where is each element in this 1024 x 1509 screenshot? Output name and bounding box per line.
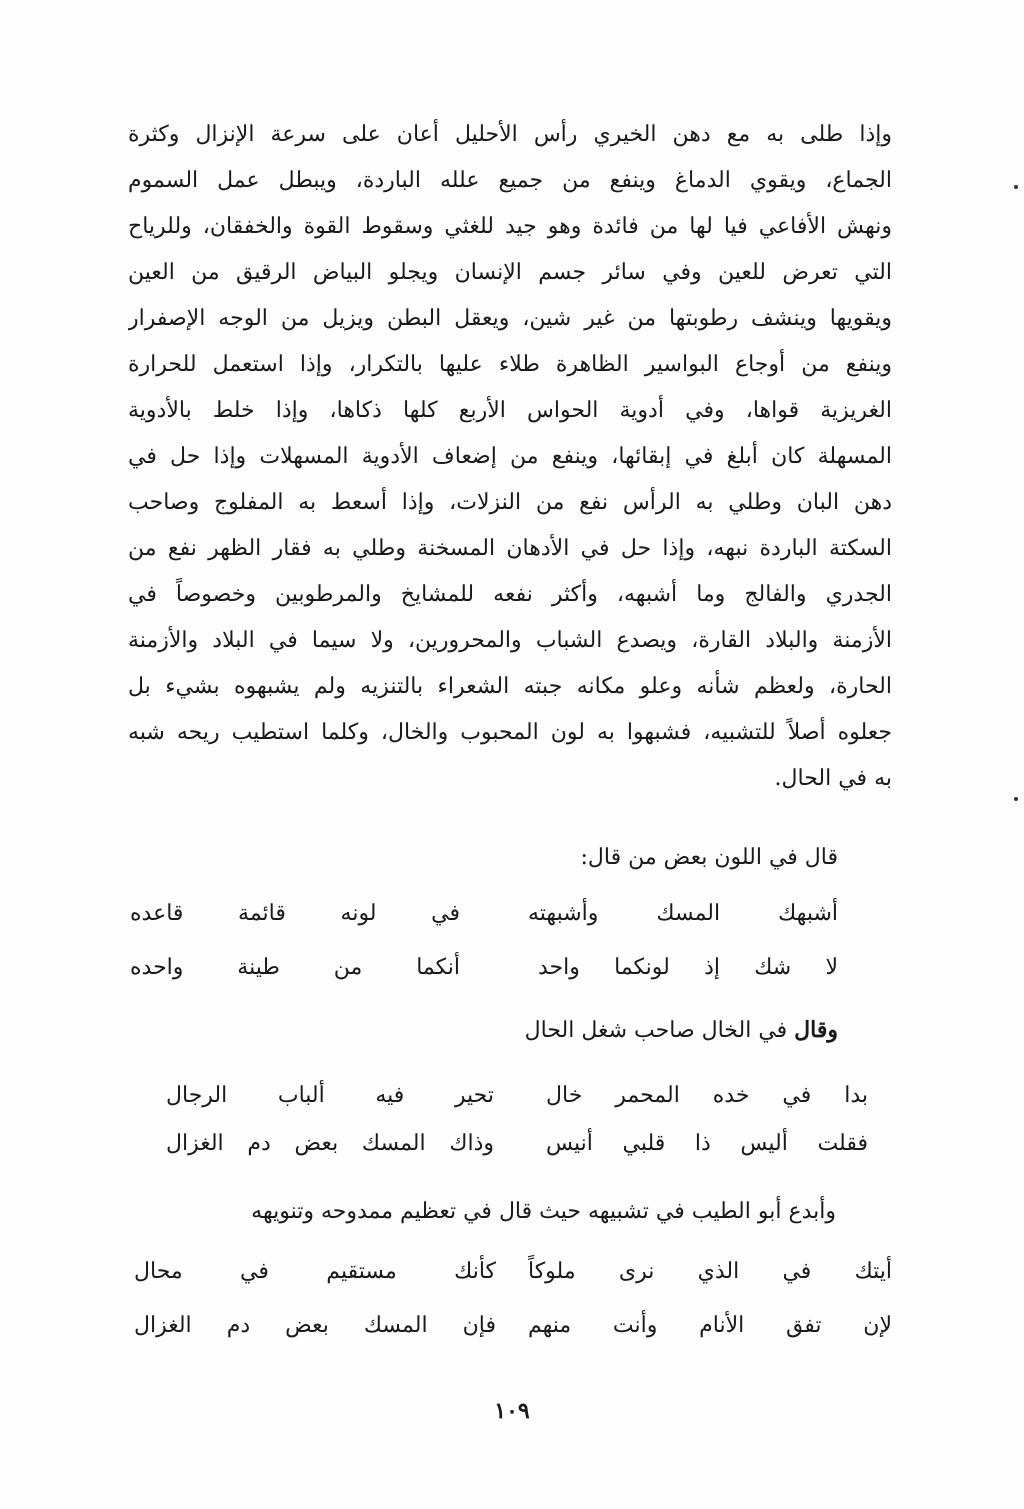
verse-first-hemistich: لإن تفق الأنام وأنت منهم: [528, 1313, 892, 1338]
paragraph-line: الغريزية قواها، وفي أدوية الحواس الأربع كلها ذكاها، وإذا خلط بالأدوية: [128, 398, 892, 423]
paragraph-line: به في الحال.: [774, 766, 892, 791]
verse-first-hemistich: فقلت أليس ذا قلبي أنيس: [546, 1131, 868, 1156]
page-number: ١٠٩: [494, 1398, 530, 1424]
poem-intro: [525, 1010, 838, 1050]
paragraph-line: ونهش الأفاعي فيا لها من فائدة وهو جيد للغثي وسقوط القوة والخفقان، وللرياح: [128, 214, 892, 239]
verse-first-hemistich: بدا في خده المحمر خال: [546, 1083, 868, 1108]
main-paragraph: [128, 112, 892, 802]
paragraph-line: الجدري والفالج وما أشبهه، وأكثر نفعه للمشايخ والمرطوبين وخصوصاً في: [128, 582, 892, 607]
verse-second-hemistich: في لونه قائمة قاعده: [130, 901, 460, 926]
paragraph-line: الحارة، ولعظم شأنه وعلو مكانه جبته الشعراء بالتنزيه ولم يشبهوه بشيء بل: [128, 674, 892, 699]
paragraph-line: الجماع، ويقوي الدماغ وينفع من جميع علله الباردة، ويبطل عمل السموم: [128, 168, 892, 193]
verse-second-hemistich: وذاك المسك بعض دم الغزال: [166, 1131, 494, 1156]
poem-intro-lead: وقال: [794, 1017, 838, 1043]
margin-speck: [1014, 797, 1018, 801]
verse-second-hemistich: فإن المسك بعض دم الغزال: [134, 1313, 496, 1338]
paragraph-line: التي تعرض للعين وفي سائر جسم الإنسان ويجلو البياض الرقيق من العين: [128, 260, 892, 285]
verse-first-hemistich: أشبهك المسك وأشبهته: [528, 901, 838, 926]
poem-intro: وأبدع أبو الطيب في تشبيهه حيث قال في تعظيم ممدوحه وتنويهه: [251, 1199, 836, 1224]
paragraph-line: وينفع من أوجاع البواسير الظاهرة طلاء عليها بالتكرار، وإذا استعمل للحرارة: [128, 352, 892, 377]
paragraph-line: وإذا طلى به مع دهن الخيري رأس الأحليل أعان على سرعة الإنزال وكثرة: [128, 122, 892, 147]
paragraph-line: المسهلة كان أبلغ في إبقائها، وينفع من إضعاف الأدوية المسهلات وإذا حل في: [128, 444, 892, 469]
verse-first-hemistich: لا شك إذ لونكما واحد: [538, 955, 838, 980]
verse-second-hemistich: أنكما من طينة واحده: [130, 955, 460, 980]
margin-speck: [1014, 185, 1018, 189]
verse-second-hemistich: كأنك مستقيم في محال: [134, 1259, 496, 1284]
verse-first-hemistich: أيتك في الذي نرى ملوكاً: [528, 1259, 892, 1284]
paragraph-line: السكتة الباردة نبهه، وإذا حل في الأدهان المسخنة وطلي به فقار الظهر نفع من: [128, 536, 892, 561]
paragraph-line: جعلوه أصلاً للتشبيه، فشبهوا به لون المحبوب والخال، وكلما استطيب ريحه شبه: [128, 720, 892, 745]
paragraph-line: ويقويها وينشف رطوبتها من غير شين، ويعقل البطن ويزيل من الوجه الإصفرار: [128, 306, 892, 331]
paragraph-line: الأزمنة والبلاد القارة، ويصدع الشباب والمحرورين، ولا سيما في البلاد والأزمنة: [128, 628, 892, 653]
poem-intro-rest: في الخال صاحب شغل الحال: [524, 1018, 795, 1043]
verse-second-hemistich: تحير فيه ألباب الرجال: [166, 1083, 494, 1108]
poem-intro: قال في اللون بعض من قال:: [580, 845, 838, 870]
paragraph-line: دهن البان وطلي به الرأس نفع من النزلات، وإذا أسعط به المفلوج وصاحب: [128, 490, 892, 515]
